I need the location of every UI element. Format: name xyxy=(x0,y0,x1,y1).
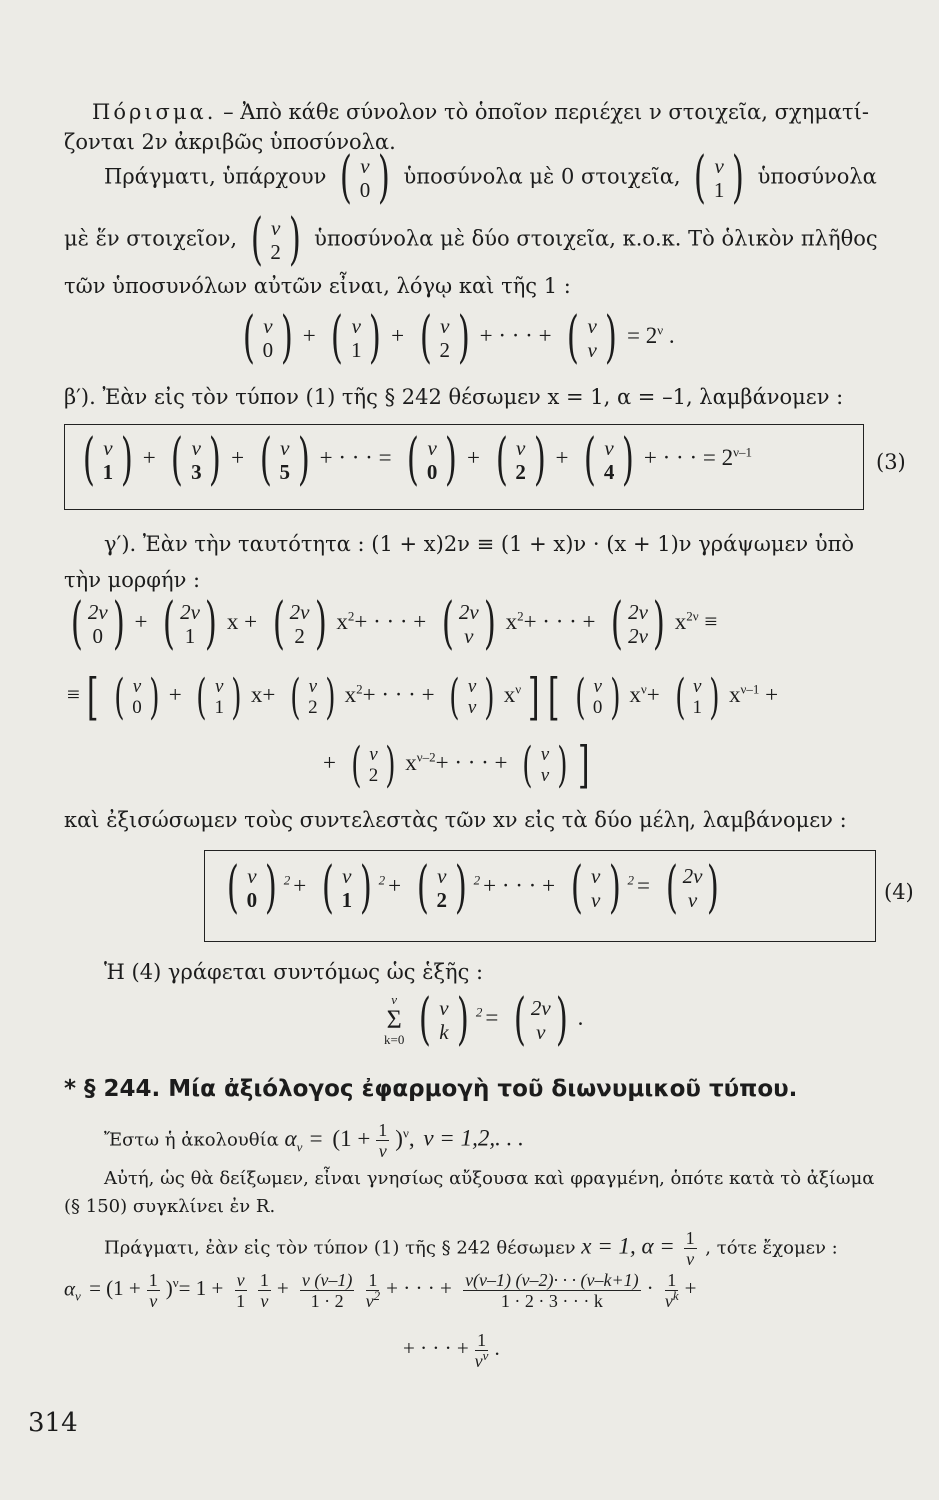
binom: ( ν 1 ) xyxy=(331,305,382,370)
fraction: $\frac{1}{\nu}$ xyxy=(148,1270,158,1311)
equation-alpha-expansion-2: + · · · + $\frac{1}{\nu^\nu}$ . xyxy=(403,1330,500,1371)
proof-line-1 xyxy=(104,145,877,210)
binom: ( ν 2 ) xyxy=(495,427,546,492)
equate-line: καὶ ἐξισώσωμεν τοὺς συντελεστὰς τῶν xν εἰς τὰ δύο μέλη, λαμβάνομεν : xyxy=(64,808,847,832)
section-line-1: Ἔστω ἡ ἀκολουθία $\alpha_\nu = (1$ + $\frac{1}{\nu}$ )$^\nu$, ν = 1,2,. . . xyxy=(104,1120,524,1161)
binom: ( ν 1 ) xyxy=(321,855,372,920)
binom: ( ν 0 ) xyxy=(226,855,277,920)
fraction: $\frac{\nu (\nu-1)}{1 \cdot 2}$ xyxy=(301,1270,353,1311)
corollary-line-1 xyxy=(92,100,869,124)
equation-sum-binomials: ( ν 0 ) + ( ν 1 ) + ( ν 2 ) + · · · + ( ν ν ) = $2^\nu$ . xyxy=(236,310,678,366)
corollary-line-2: ζονται 2ν ἀκριβῶς ὑποσύνολα. xyxy=(64,130,396,154)
section-title: * § 244. Μία ἀξιόλογος ἐφαρμογὴ τοῦ διωνυμικοῦ τύπου. xyxy=(64,1076,798,1102)
equation-alpha-expansion: $\alpha_\nu = (1$ + $\frac{1}{\nu}$ )$^\nu$= 1 + $\frac{\nu}{1}$ $\frac{1}{\nu}$ + $\frac{\nu (\nu-1)}{1 \cdot 2}$ $\frac{1}{\nu^2}$ + · · · + $\frac{\nu(\nu-1) (\nu-2)\cdot \cdot \cdot (\nu-k+1)}{1 \cdot 2 \cdot 3 \cdot \cdot \cdot k}$ · $\frac{1}{\nu^k}$ + xyxy=(64,1270,697,1311)
equation-4: ( ν 0 ) $^2$ + ( ν 1 ) $^2$ + ( ν 2 ) $^2$ + · · · + ( ν ν ) $^2$ = ( 2ν ν ) xyxy=(220,860,726,916)
proof-line-2 xyxy=(64,207,878,272)
section-text: Ἔστω ἡ ἀκολουθία xyxy=(104,1129,279,1151)
binom: ( 2ν 0 ) xyxy=(70,591,125,656)
binom: ( ν 4 ) xyxy=(584,427,635,492)
binom: ( ν 0 ) xyxy=(242,305,293,370)
equation-expansion-right-1: ≡ [ ( ν 0 ) + ( ν 1 ) x+ ( ν 2 ) $x^2+$ · · · + ( ν ν ) $x^\nu$ ] [ ( ν 0 ) $x^\nu+$ ( ν 1 ) $x^{\nu-1}$ + xyxy=(67,668,779,726)
fraction: $\frac{1}{\nu^\nu}$ xyxy=(474,1330,489,1371)
binom: ( ν 2 ) xyxy=(419,305,470,370)
fraction: $\frac{1}{\nu}$ xyxy=(685,1228,695,1269)
binom: ( ν 1 ) xyxy=(674,669,720,725)
equation-3: ( ν 1 ) + ( ν 3 ) + ( ν 5 ) + · · · = ( ν 0 ) + ( ν 2 ) + ( ν 4 ) + · · · = $2^{\nu-1}$ xyxy=(76,432,755,488)
binom: ( ν 1 ) xyxy=(82,427,133,492)
binom-nu-1: ( ν 1 ) xyxy=(694,145,745,210)
binom: ( ν 2 ) xyxy=(290,669,336,725)
proof-text: Πράγματι, ὑπάρχουν xyxy=(104,164,327,189)
binom: ( 2ν 2 ) xyxy=(272,591,327,656)
binom: ( ν k ) xyxy=(419,987,469,1052)
binom: ( ν 3 ) xyxy=(171,427,222,492)
fraction: $\frac{1}{\nu^2}$ xyxy=(365,1270,381,1311)
equation-expansion-left: ( 2ν 0 ) + ( 2ν 1 ) x + ( 2ν 2 ) $x^2+$ · · · + ( 2ν ν ) $x^2+$ · · · + ( 2ν 2ν ) $x^{2\nu}$ ≡ xyxy=(64,596,720,652)
beta-line: β′). Ἐὰν εἰς τὸν τύπον (1) τῆς § 242 θέσωμεν x = 1, α = –1, λαμβάνομεν : xyxy=(64,385,844,409)
binom: ( 2ν ν ) xyxy=(513,987,568,1052)
gamma-line-1: γ′). Ἐὰν τὴν ταυτότητα : (1 + x)2ν ≡ (1 + x)ν · (x + 1)ν γράψωμεν ὑπὸ xyxy=(104,532,855,556)
binom: ( ν 0 ) xyxy=(575,669,621,725)
binom: ( 2ν ν ) xyxy=(665,855,720,920)
summation: ν Σ k=0 xyxy=(384,992,405,1047)
equation-sum-form: ν Σ k=0 ( ν k ) $^2$ = ( 2ν ν ) . xyxy=(384,987,584,1052)
section-text: x = 1, α = xyxy=(581,1233,675,1259)
corollary-label: Πόρισμα. xyxy=(92,100,217,124)
proof-text: μὲ ἕν στοιχεῖον, xyxy=(64,226,238,251)
section-line-4 xyxy=(104,1228,838,1269)
proof-text: ὑποσύνολα μὲ 0 στοιχεῖα, xyxy=(403,164,681,189)
binom: ( 2ν 1 ) xyxy=(163,591,217,656)
proof-text: ὑποσύνολα xyxy=(757,164,877,189)
section-text: ν = 1,2,. . . xyxy=(423,1125,524,1151)
fraction: $\frac{1}{\nu}$ xyxy=(259,1270,269,1311)
fraction: $\frac{\nu(\nu-1) (\nu-2)\cdot \cdot \cdot (\nu-k+1)}{1 \cdot 2 \cdot 3 \cdot \cdot \cdot k}$ xyxy=(465,1270,639,1311)
proof-line-3: τῶν ὑποσυνόλων αὐτῶν εἶναι, λόγῳ καὶ τῆς 1 : xyxy=(64,274,571,298)
binom-nu-0: ( ν 0 ) xyxy=(340,145,390,210)
binom: ( ν ν ) xyxy=(522,737,568,793)
gamma-line-2: τὴν μορφήν : xyxy=(64,568,201,592)
section-line-2: Αὐτή, ὡς θὰ δείξωμεν, εἶναι γνησίως αὔξουσα καὶ φραγμένη, ὁπότε κατὰ τὸ ἀξίωμα xyxy=(104,1168,875,1189)
binom: ( ν 1 ) xyxy=(196,669,242,725)
binom: ( ν 0 ) xyxy=(407,427,458,492)
fraction: $\frac{1}{\nu^k}$ xyxy=(664,1270,679,1311)
section-text: Πράγματι, ἐὰν εἰς τὸν τύπον (1) τῆς § 242 θέσωμεν xyxy=(104,1237,576,1259)
short-form-line: Ἡ (4) γράφεται συντόμως ὡς ἑξῆς : xyxy=(104,960,484,984)
binom: ( ν ν ) xyxy=(567,305,618,370)
equation-number-3: (3) xyxy=(876,450,906,474)
proof-text: ὑποσύνολα μὲ δύο στοιχεῖα, κ.ο.κ. Τὸ ὁλικὸν πλῆθος xyxy=(314,226,878,251)
binom: ( ν ν ) xyxy=(570,855,621,920)
binom: ( ν 5 ) xyxy=(259,427,310,492)
binom: ( ν 0 ) xyxy=(114,669,160,725)
section-line-3: (§ 150) συγκλίνει ἐν R. xyxy=(64,1196,276,1217)
fraction: $\frac{1}{\nu}$ xyxy=(378,1120,388,1161)
binom: ( ν ν ) xyxy=(449,669,495,725)
binom-nu-2: ( ν 2 ) xyxy=(250,207,301,272)
binom: ( 2ν 2ν ) xyxy=(611,591,665,656)
fraction: $\frac{\nu}{1}$ xyxy=(236,1270,246,1311)
page-number: 314 xyxy=(28,1408,78,1438)
binom: ( ν 2 ) xyxy=(416,855,467,920)
section-text: , τότε ἔχομεν : xyxy=(705,1237,838,1259)
binom: ( 2ν ν ) xyxy=(441,591,496,656)
binom: ( ν 2 ) xyxy=(350,737,396,793)
equation-expansion-right-2: + ( ν 2 ) $x^{\nu-2}+$ · · · + ( ν ν ) ] xyxy=(323,736,590,794)
equation-number-4: (4) xyxy=(884,880,914,904)
corollary-statement: – Ἀπὸ κάθε σύνολον τὸ ὁποῖον περιέχει ν στοιχεῖα, σχηματί- xyxy=(223,100,870,124)
